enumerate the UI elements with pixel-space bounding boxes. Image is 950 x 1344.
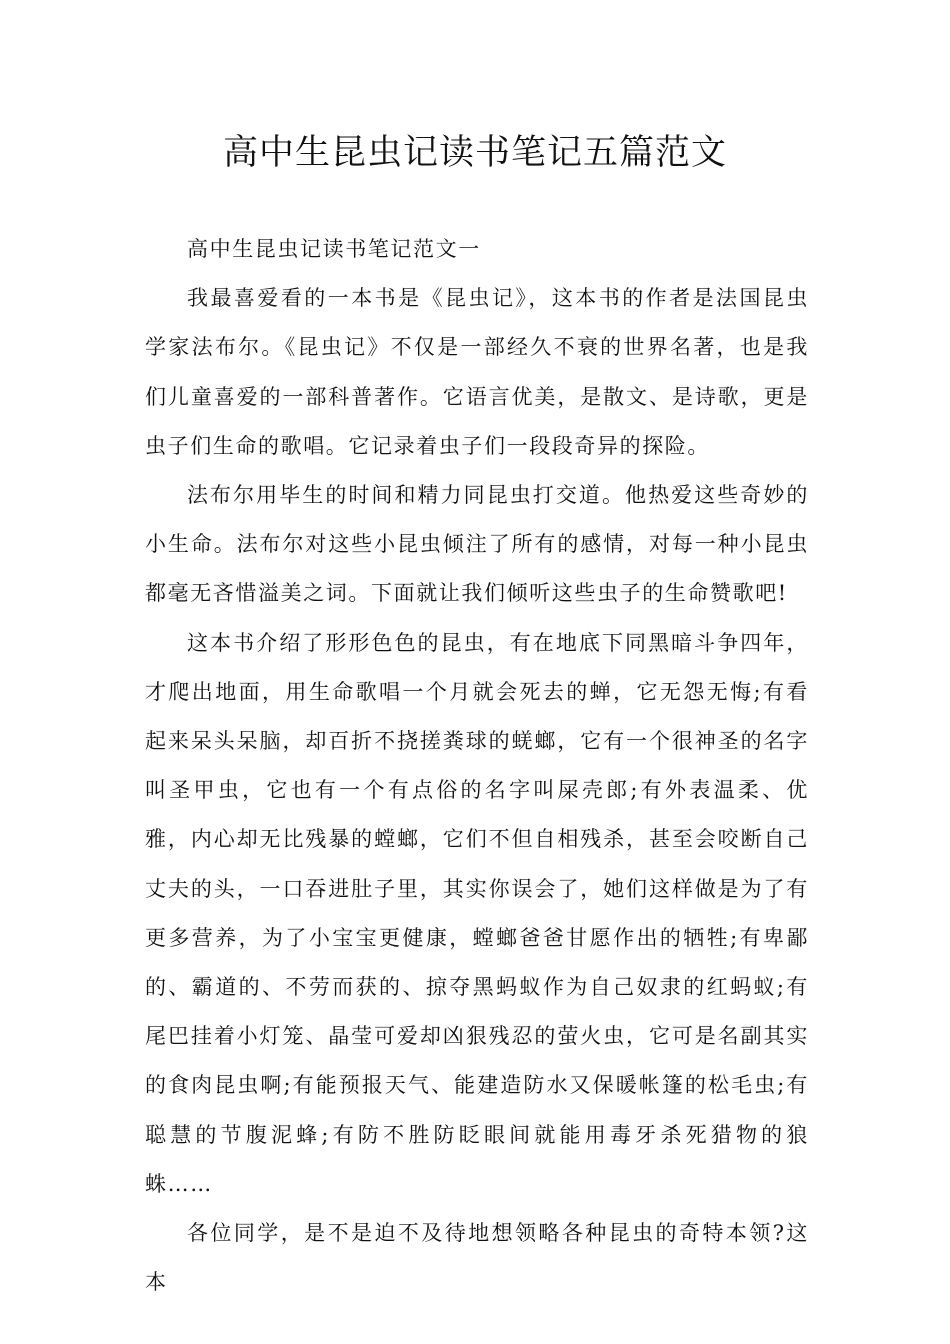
paragraph: 法布尔用毕生的时间和精力同昆虫打交道。他热爱这些奇妙的小生命。法布尔对这些小昆虫倾注了所有的感情，对每一种小昆虫都毫无吝惜溢美之词。下面就让我们倾听这些虫子的生命赞歌吧! (145, 483, 809, 606)
paragraph: 这本书介绍了形形色色的昆虫，有在地底下同黑暗斗争四年，才爬出地面，用生命歌唱一个月就会死去的蝉，它无怨无悔;有看起来呆头呆脑，却百折不挠搓粪球的蜣螂，它有一个很神圣的名字叫圣甲虫，它也有一个有点俗的名字叫屎壳郎;有外表温柔、优雅，内心却无比残暴的螳螂，它们不但自相残杀，甚至会咬断自己丈夫的头，一口吞进肚子里，其实你误会了，她们这样做是为了有更多营养，为了小宝宝更健康，螳螂爸爸甘愿作出的牺牲;有卑鄙的、霸道的、不劳而获的、掠夺黑蚂蚁作为自己奴隶的红蚂蚁;有尾巴挂着小灯笼、晶莹可爱却凶狠残忍的萤火虫，它可是名副其实的食肉昆虫啊;有能预报天气、能建造防水又保暖帐篷的松毛虫;有聪慧的节腹泥蜂;有防不胜防眨眼间就能用毒牙杀死猎物的狼蛛…… (145, 630, 809, 1196)
paragraph: 我最喜爱看的一本书是《昆虫记》，这本书的作者是法国昆虫学家法布尔。《昆虫记》不仅是一部经久不衰的世界名著，也是我们儿童喜爱的一部科普著作。它语言优美，是散文、是诗歌，更是虫子们生命的歌唱。它记录着虫子们一段段奇异的探险。 (145, 286, 809, 458)
paragraph: 各位同学，是不是迫不及待地想领略各种昆虫的奇特本领?这本 (145, 1221, 809, 1295)
section-heading: 高中生昆虫记读书笔记范文一 (187, 237, 481, 261)
document-body (145, 225, 809, 1307)
document-title: 高中生昆虫记读书笔记五篇范文 (222, 133, 727, 173)
